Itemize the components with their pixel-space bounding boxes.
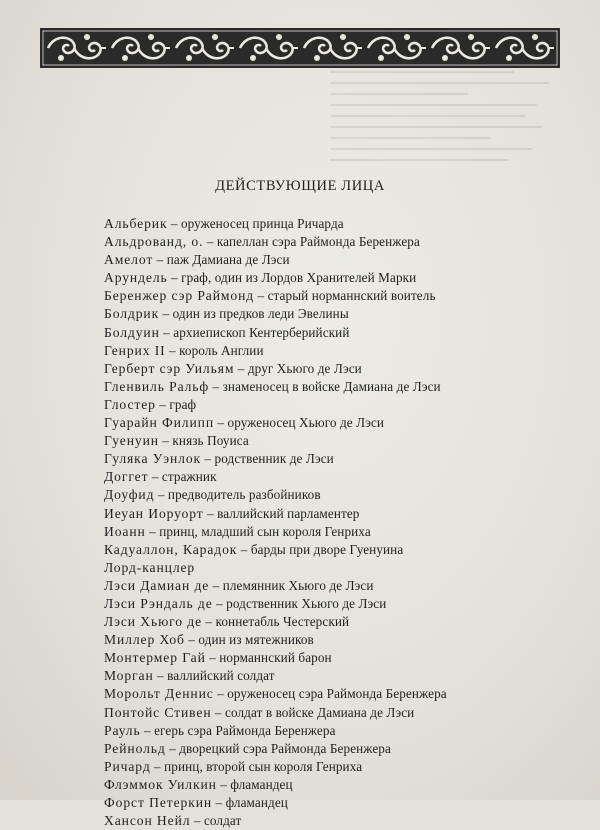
dash-separator: – (212, 795, 226, 810)
dash-separator: – (155, 396, 170, 412)
character-name: Лэси Рэндаль де (104, 595, 213, 611)
character-entry (104, 667, 564, 685)
dash-separator: – (165, 740, 180, 756)
character-name: Хансон Нейл (104, 813, 191, 829)
character-entry (104, 794, 564, 812)
character-description: капеллан сэра Раймонда Беренжера (216, 234, 420, 250)
dash-separator: – (184, 632, 199, 648)
character-description: оруженосец Хьюго де Лэси (227, 415, 385, 431)
character-entry (104, 613, 564, 631)
character-name: Генрих II (104, 342, 166, 358)
character-description: один из предков леди Эвелины (172, 306, 349, 322)
character-description: солдат (203, 813, 242, 829)
character-name: Болдрик (104, 306, 160, 322)
dash-separator: – (167, 216, 181, 231)
character-description: солдат в войске Дамиана де Лэси (225, 704, 415, 720)
character-description: родственник де Лэси (214, 451, 334, 467)
character-entry (104, 776, 564, 794)
dash-separator: – (159, 306, 173, 322)
character-description: граф, один из Лордов Хранителей Марки (181, 270, 417, 286)
dash-separator: – (202, 614, 216, 630)
character-description: валлийский парламентер (217, 505, 360, 521)
dash-separator: – (205, 650, 220, 666)
character-description: архиепископ Кентерберийский (173, 324, 350, 340)
character-entry (104, 414, 564, 432)
character-name: Рауль (104, 722, 141, 738)
character-description: племянник Хьюго де Лэси (222, 577, 374, 593)
character-entry (104, 233, 564, 251)
character-name: Доуфид (104, 487, 155, 503)
dash-separator: – (148, 469, 162, 485)
dash-separator: – (212, 595, 227, 611)
character-entry (104, 685, 564, 703)
character-description: старый норманнский воитель (267, 288, 436, 304)
character-name: Альдрованд, о. (104, 234, 204, 250)
character-entry (104, 269, 564, 287)
dash-separator: – (237, 541, 251, 557)
character-description: фламандец (225, 795, 288, 810)
character-description: князь Поуиса (172, 433, 249, 449)
character-name: Беренжер сэр Раймонд (104, 288, 255, 304)
character-name: Гуенуин (104, 433, 159, 449)
character-name: Рейнольд (104, 740, 166, 756)
character-name: Морольт Деннис (104, 686, 214, 702)
character-entry (104, 740, 564, 758)
character-entry (104, 486, 564, 504)
dash-separator: – (153, 252, 167, 268)
character-name: Миллер Хоб (104, 632, 185, 648)
character-entry (104, 631, 564, 649)
dash-separator: – (190, 813, 204, 829)
dash-separator: – (203, 234, 217, 250)
dash-separator: – (203, 505, 218, 521)
dash-separator: – (216, 776, 231, 792)
character-entry (104, 251, 564, 269)
character-description: барды при дворе Гуенуина (250, 541, 404, 557)
character-entry (104, 324, 564, 342)
character-name: Лорд-канцлер (104, 559, 196, 575)
character-description: знаменосец в войске Дамиана де Лэси (222, 378, 441, 394)
dash-separator: – (165, 342, 180, 358)
character-entry (104, 432, 564, 450)
character-entry (104, 305, 564, 323)
character-entry (104, 577, 564, 595)
character-name: Иоанн (104, 523, 146, 539)
character-name: Глостер (104, 396, 156, 412)
character-description: оруженосец принца Ричарда (180, 216, 344, 231)
character-entry (104, 704, 564, 722)
character-entry (104, 468, 564, 486)
character-description: предводитель разбойников (167, 487, 321, 503)
dash-separator: – (209, 378, 223, 394)
character-name: Гуарайн Филипп (104, 415, 214, 431)
character-description: коннетабль Честерский (215, 614, 350, 630)
character-name: Морган (104, 668, 154, 684)
character-entry (104, 559, 564, 577)
dash-separator: – (209, 577, 223, 593)
character-name: Лэси Дамиан де (104, 577, 210, 593)
character-name: Амелот (104, 252, 154, 268)
dash-separator: – (234, 360, 248, 376)
character-entry (104, 342, 564, 360)
character-entry (104, 215, 564, 233)
character-description: егерь сэра Раймонда Беренжера (154, 722, 336, 738)
character-name: Форст Петеркин (104, 795, 213, 810)
character-description: паж Дамиана де Лэси (166, 252, 290, 268)
dash-separator: – (254, 288, 268, 304)
dash-separator: – (154, 487, 168, 503)
character-description: стражник (161, 469, 217, 485)
dash-separator: – (158, 433, 173, 449)
character-entry (104, 396, 564, 414)
character-entry (104, 758, 564, 776)
dash-separator: – (201, 451, 215, 467)
character-entry (104, 360, 564, 378)
character-description: принц, младший сын короля Генриха (159, 523, 371, 539)
dash-separator: – (140, 722, 155, 738)
dash-separator: – (145, 523, 160, 539)
character-description: фламандец (230, 776, 293, 792)
character-name: Гленвиль Ральф (104, 378, 210, 394)
character-name: Гуляка Уэнлок (104, 451, 202, 467)
character-list (104, 215, 564, 830)
character-name: Альберик (104, 216, 168, 231)
character-name: Ричард (104, 758, 151, 774)
character-name: Лэси Хьюго де (104, 614, 203, 630)
dash-separator: – (213, 686, 228, 702)
dash-separator: – (214, 415, 228, 431)
character-name: Кадуаллон, Карадок (104, 541, 238, 557)
character-name: Флэммок Уилкин (104, 776, 217, 792)
character-entry (104, 505, 564, 523)
character-name: Герберт сэр Уильям (104, 360, 235, 376)
character-name: Понтойс Стивен (104, 704, 212, 720)
character-description: родственник Хьюго де Лэси (226, 595, 387, 611)
character-entry (104, 812, 564, 830)
character-entry (104, 450, 564, 468)
character-entry (104, 595, 564, 613)
dash-separator: – (211, 704, 226, 720)
page-title: ДЕЙСТВУЮЩИЕ ЛИЦА (215, 178, 385, 194)
dash-separator: – (150, 758, 165, 774)
character-description: король Англии (179, 342, 264, 358)
character-entry (104, 287, 564, 305)
character-name: Доггет (104, 469, 149, 485)
character-description: валлийский солдат (167, 668, 275, 684)
character-entry (104, 523, 564, 541)
character-name: Иеуан Иоруорт (104, 505, 204, 521)
character-entry (104, 649, 564, 667)
character-description: друг Хьюго де Лэси (247, 360, 362, 376)
dash-separator: – (167, 270, 182, 286)
character-description: принц, второй сын короля Генриха (164, 758, 363, 774)
dash-separator: – (153, 668, 168, 684)
character-description: дворецкий сэра Раймонда Беренжера (179, 740, 391, 756)
character-description: один из мятежников (198, 632, 314, 648)
character-entry (104, 378, 564, 396)
character-name: Болдуин (104, 324, 160, 340)
character-entry (104, 722, 564, 740)
character-description: норманнский барон (219, 650, 332, 666)
character-description: граф (169, 396, 197, 412)
character-name: Арундель (104, 270, 168, 286)
dash-separator: – (159, 324, 174, 340)
character-entry (104, 541, 564, 559)
character-description: оруженосец сэра Раймонда Беренжера (227, 686, 447, 702)
character-name: Монтермер Гай (104, 650, 206, 666)
